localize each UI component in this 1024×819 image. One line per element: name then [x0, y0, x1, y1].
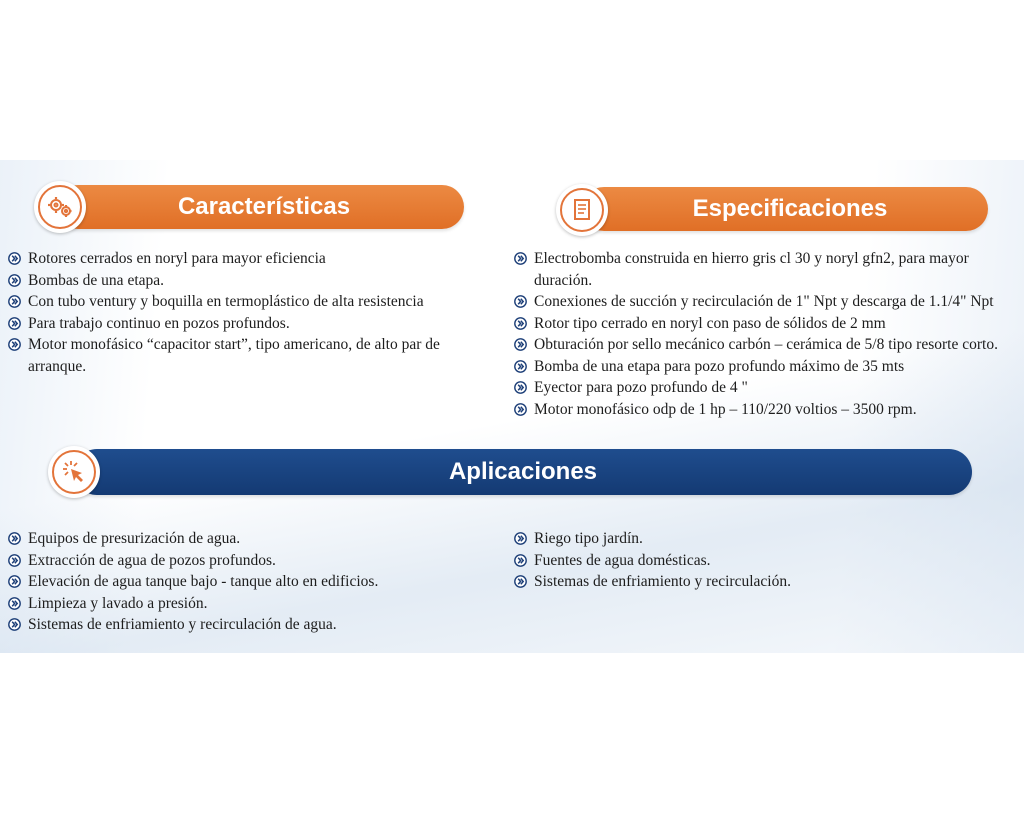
- document-icon: [560, 188, 604, 232]
- list-item-text: Extracción de agua de pozos profundos.: [28, 551, 276, 569]
- list-item: [514, 377, 1024, 399]
- list-item: [514, 334, 1024, 356]
- list-item-text: Sistemas de enfriamiento y recirculación.: [534, 573, 791, 590]
- list-item: [8, 270, 478, 292]
- list-item-text: Para trabajo continuo en pozos profundos.: [28, 314, 290, 332]
- list-item-text: Riego tipo jardín.: [534, 530, 643, 547]
- content-panel: [0, 160, 1024, 653]
- list-item-text: Conexiones de succión y recirculación de 1" Npt y descarga de 1.1/4" Npt: [534, 293, 994, 310]
- caracteristicas-badge: [34, 181, 86, 233]
- list-item-text: Motor monofásico odp de 1 hp – 110/220 voltios – 3500 rpm.: [534, 400, 917, 418]
- list-item: [514, 248, 1024, 291]
- bullet-arrow-icon: [8, 554, 21, 567]
- bullet-arrow-icon: [8, 338, 21, 351]
- list-item-text: Electrobomba construida en hierro gris cl 30 y noryl gfn2, para mayor duración.: [534, 250, 969, 289]
- bullet-arrow-icon: [514, 554, 527, 567]
- list-item: [8, 313, 478, 335]
- caracteristicas-banner: [56, 185, 464, 229]
- bullet-arrow-icon: [8, 252, 21, 265]
- list-item-text: Elevación de agua tanque bajo - tanque alto en edificios.: [28, 573, 379, 590]
- list-item: [514, 571, 1014, 593]
- list-item-text: Bomba de una etapa para pozo profundo máximo de 35 mts: [534, 357, 905, 375]
- list-item: [514, 291, 1024, 313]
- bullet-arrow-icon: [8, 532, 21, 545]
- aplicaciones-badge: [48, 446, 100, 498]
- aplicaciones-left-list: [8, 528, 478, 636]
- especificaciones-badge: [556, 184, 608, 236]
- list-item: [514, 356, 1024, 378]
- list-item: [8, 614, 478, 636]
- aplicaciones-right-list: [514, 528, 1014, 593]
- bullet-arrow-icon: [8, 317, 21, 330]
- list-item-text: Obturación por sello mecánico carbón – cerámica de 5/8 tipo resorte corto.: [534, 336, 998, 353]
- bullet-arrow-icon: [8, 295, 21, 308]
- list-item: [514, 399, 1024, 421]
- list-item-text: Con tubo ventury y boquilla en termoplástico de alta resistencia: [28, 293, 424, 310]
- caracteristicas-list: [8, 248, 478, 377]
- especificaciones-title: Especificaciones: [692, 195, 888, 222]
- aplicaciones-banner: [74, 449, 972, 495]
- bullet-arrow-icon: [8, 618, 21, 631]
- bullet-arrow-icon: [514, 338, 527, 351]
- list-item: [514, 550, 1014, 572]
- list-item: [8, 550, 478, 572]
- especificaciones-list: [514, 248, 1024, 420]
- bullet-arrow-icon: [8, 274, 21, 287]
- list-item: [8, 248, 478, 270]
- list-item-text: Sistemas de enfriamiento y recirculación de agua.: [28, 616, 337, 633]
- bullet-arrow-icon: [514, 317, 527, 330]
- bullet-arrow-icon: [514, 403, 527, 416]
- especificaciones-banner: [582, 187, 988, 231]
- aplicaciones-title: Aplicaciones: [448, 458, 598, 485]
- list-item-text: Rotores cerrados en noryl para mayor eficiencia: [28, 250, 326, 267]
- bullet-arrow-icon: [514, 295, 527, 308]
- gears-icon: [38, 185, 82, 229]
- list-item: [8, 593, 478, 615]
- list-item-text: Limpieza y lavado a presión.: [28, 594, 208, 612]
- bullet-arrow-icon: [8, 575, 21, 588]
- caracteristicas-title: Características: [177, 193, 351, 220]
- list-item-text: Eyector para pozo profundo de 4 ": [534, 379, 748, 396]
- bullet-arrow-icon: [514, 360, 527, 373]
- bullet-arrow-icon: [514, 575, 527, 588]
- list-item-text: Motor monofásico “capacitor start”, tipo americano, de alto par de arranque.: [28, 336, 440, 375]
- list-item: [8, 291, 478, 313]
- bullet-arrow-icon: [514, 532, 527, 545]
- list-item-text: Equipos de presurización de agua.: [28, 530, 241, 547]
- bullet-arrow-icon: [514, 252, 527, 265]
- list-item: [514, 528, 1014, 550]
- list-item: [8, 571, 478, 593]
- list-item: [8, 528, 478, 550]
- hand-pointer-icon: [52, 450, 96, 494]
- list-item: [514, 313, 1024, 335]
- bullet-arrow-icon: [8, 597, 21, 610]
- list-item-text: Fuentes de agua domésticas.: [534, 551, 711, 569]
- bullet-arrow-icon: [514, 381, 527, 394]
- list-item: [8, 334, 478, 377]
- list-item-text: Rotor tipo cerrado en noryl con paso de sólidos de 2 mm: [534, 314, 886, 332]
- list-item-text: Bombas de una etapa.: [28, 271, 165, 289]
